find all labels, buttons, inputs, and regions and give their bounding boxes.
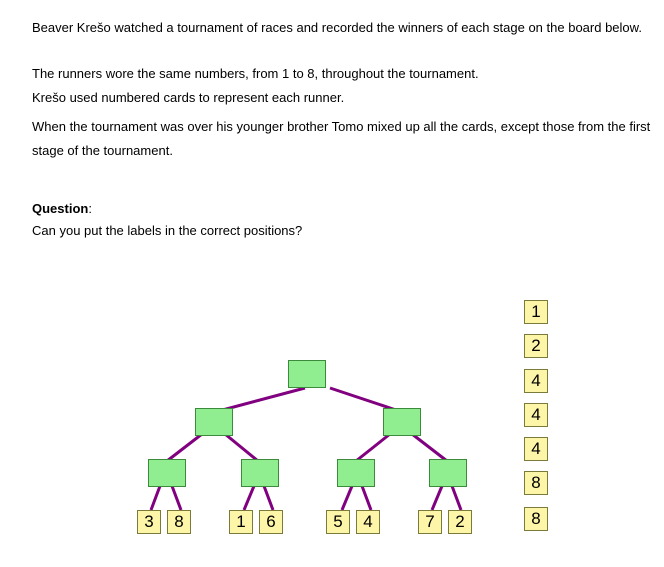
first-stage-card: 1 [229, 510, 253, 534]
mixed-card[interactable]: 2 [524, 334, 548, 358]
question-label: Question [32, 201, 89, 216]
quarterfinal-slot-4[interactable] [429, 459, 467, 487]
quarterfinal-slot-2[interactable] [241, 459, 279, 487]
intro-line-1: Beaver Krešo watched a tournament of races and recorded the winners of each stage on the board below. [32, 20, 642, 35]
mixed-card[interactable]: 8 [524, 471, 548, 495]
mixed-card[interactable]: 8 [524, 507, 548, 531]
connector [264, 486, 273, 510]
connector [225, 434, 258, 461]
intro-line-3: Krešo used numbered cards to represent each runner. [32, 90, 345, 105]
intro-line-4: When the tournament was over his younger brother Tomo mixed up all the cards, except those from the first stage of the tournament. [32, 119, 651, 158]
connector [356, 434, 390, 461]
connector [342, 486, 352, 510]
first-stage-card: 6 [259, 510, 283, 534]
mixed-card[interactable]: 4 [524, 403, 548, 427]
first-stage-card: 4 [356, 510, 380, 534]
intro-line-2: The runners wore the same numbers, from 1 to 8, throughout the tournament. [32, 66, 479, 81]
first-stage-card: 2 [448, 510, 472, 534]
connector [151, 486, 160, 510]
mixed-card[interactable]: 4 [524, 369, 548, 393]
semifinal-slot-left[interactable] [195, 408, 233, 436]
question-text: Can you put the labels in the correct positions? [32, 223, 303, 238]
mixed-card[interactable]: 1 [524, 300, 548, 324]
mixed-card[interactable]: 4 [524, 437, 548, 461]
first-stage-card: 3 [137, 510, 161, 534]
first-stage-card: 7 [418, 510, 442, 534]
connector [172, 486, 181, 510]
question-colon: : [88, 201, 92, 216]
semifinal-slot-right[interactable] [383, 408, 421, 436]
connector [362, 486, 371, 510]
connector [412, 434, 447, 461]
first-stage-card: 5 [326, 510, 350, 534]
tree-connectors [151, 388, 461, 510]
quarterfinal-slot-3[interactable] [337, 459, 375, 487]
connector [432, 486, 442, 510]
first-stage-card: 8 [167, 510, 191, 534]
connector [452, 486, 461, 510]
connector [167, 434, 202, 461]
final-slot[interactable] [288, 360, 326, 388]
quarterfinal-slot-1[interactable] [148, 459, 186, 487]
connector [244, 486, 254, 510]
